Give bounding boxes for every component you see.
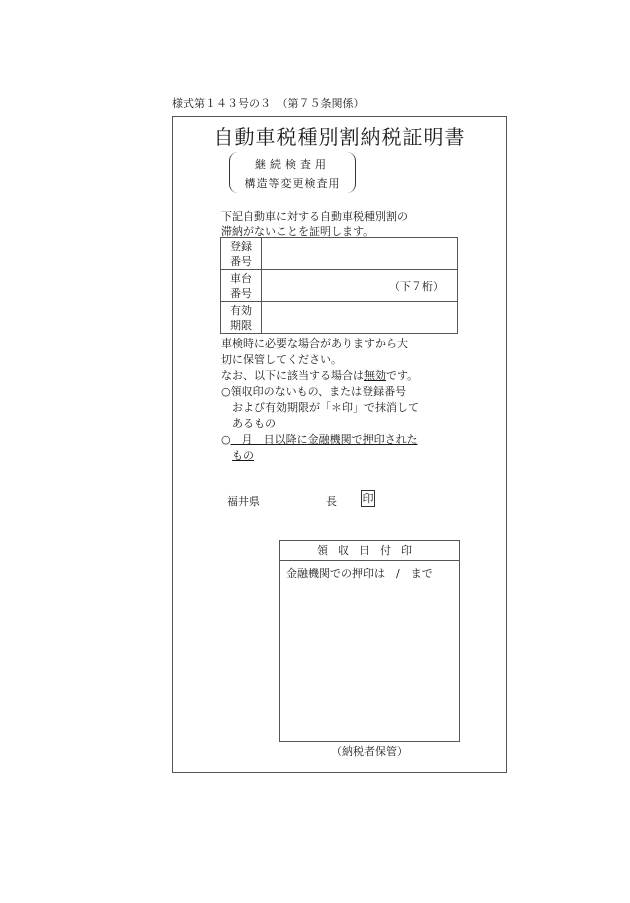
- vehicle-info-table: [220, 237, 458, 334]
- invalid-notice-prefix: なお、以下に該当する場合は: [221, 369, 364, 382]
- official-seal: 印: [362, 492, 374, 505]
- prefecture-name: 福井県: [227, 495, 260, 508]
- table-row: [221, 270, 458, 302]
- purpose-continuous-inspection: 継続検査用: [255, 158, 330, 171]
- stamp-date-cutoff: 月 日以降に金融機関で押印された: [230, 433, 418, 446]
- expiry-label: [221, 302, 262, 334]
- table-row: [221, 302, 458, 334]
- table-row: [221, 238, 458, 270]
- intro-line-1: 下記自動車に対する自動車税種別割の: [221, 210, 408, 223]
- label-line: 有効: [230, 303, 252, 317]
- expiry-field[interactable]: [262, 302, 458, 334]
- last-seven-digits-hint: （下７桁）: [389, 280, 444, 293]
- chassis-number-label: [221, 270, 262, 302]
- invalid-case-2-line-1: [221, 431, 418, 447]
- invalid-case-1-line-3: あるもの: [232, 417, 276, 430]
- bullet-circle: ○: [221, 433, 231, 446]
- invalid-notice-suffix: です。: [386, 369, 419, 382]
- invalid-notice: [221, 367, 418, 383]
- chassis-number-field[interactable]: [262, 270, 458, 302]
- registration-number-label: [221, 238, 262, 270]
- purpose-structure-change-inspection: 構造等変更検査用: [244, 177, 341, 190]
- receipt-stamp-box: [279, 540, 460, 742]
- governor-title: 長: [326, 495, 337, 508]
- label-line: 番号: [230, 286, 252, 300]
- form-number: 様式第１４３号の３ （第７５条関係）: [172, 97, 365, 110]
- taxpayer-copy-note: （納税者保管）: [331, 745, 408, 758]
- note-line-2: 切に保管してください。: [221, 353, 342, 366]
- label-line: 車台: [230, 271, 252, 285]
- registration-number-field[interactable]: [262, 238, 458, 270]
- receipt-stamp-header: 領収日付印: [280, 541, 459, 561]
- invalid-emphasis: 無効: [364, 369, 386, 382]
- intro-line-2: 滞納がないことを証明します。: [221, 225, 375, 238]
- label-line: 期限: [230, 318, 252, 332]
- bank-stamp-deadline: 金融機関での押印は / まで: [286, 567, 433, 580]
- invalid-case-2-line-2: もの: [232, 449, 254, 462]
- label-line: 登録: [230, 239, 252, 253]
- invalid-case-1-line-1: ○領収印のないもの、または登録番号: [221, 385, 407, 398]
- invalid-case-1-line-2: および有効期限が「＊印」で抹消して: [232, 401, 419, 414]
- label-line: 番号: [230, 254, 252, 268]
- certificate-title: 自動車税種別割納税証明書: [213, 125, 466, 149]
- note-line-1: 車検時に必要な場合がありますから大: [221, 337, 408, 350]
